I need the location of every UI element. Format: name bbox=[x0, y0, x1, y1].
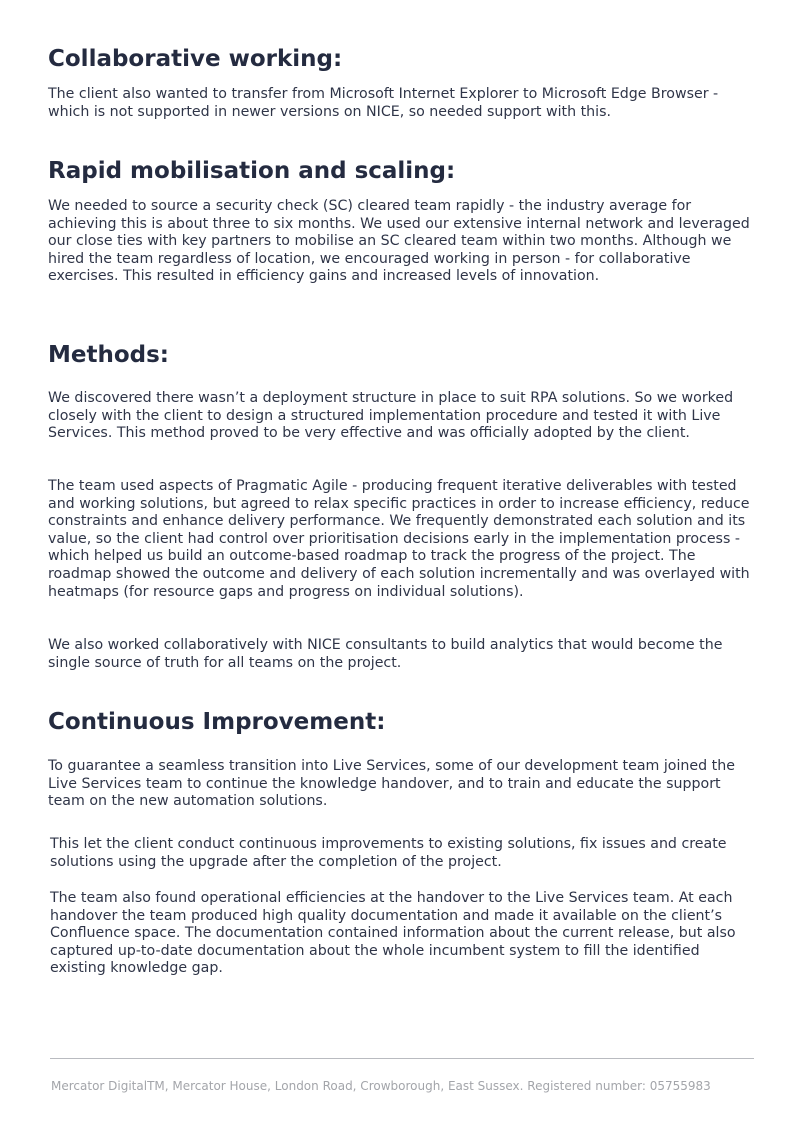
paragraph-continuous-improvement-2: This let the client conduct continuous improvements to existing solutions, fix issues and create solutions using the upgrade after the completion of the project. bbox=[50, 836, 727, 870]
paragraph-methods-3: We also worked collaboratively with NICE consultants to build analytics that would become the single source of truth for all teams on the project. bbox=[48, 637, 723, 671]
paragraph-continuous-improvement-1: To guarantee a seamless transition into Live Services, some of our development team joined the Live Services team to continue the knowledge handover, and to train and educate the support team on the new automation solutions. bbox=[48, 758, 735, 810]
heading-collaborative-working: Collaborative working: bbox=[48, 46, 343, 72]
paragraph-continuous-improvement-3: The team also found operational efficiencies at the handover to the Live Services team. At each handover the team produced high quality documentation and made it available on the client’s Confluence space. The documentation contained information about the current release, but also captured up-to-date documentation about the whole incumbent system to fill the identified existing knowledge gap. bbox=[50, 890, 736, 977]
footer-company-info: Mercator DigitalTM, Mercator House, London Road, Crowborough, East Sussex. Registered number: 05755983 bbox=[51, 1079, 711, 1093]
heading-rapid-mobilisation: Rapid mobilisation and scaling: bbox=[48, 158, 456, 184]
paragraph-methods-1: We discovered there wasn’t a deployment structure in place to suit RPA solutions. So we worked closely with the client to design a structured implementation procedure and tested it with Live Services. This method proved to be very effective and was officially adopted by the client. bbox=[48, 390, 734, 442]
footer-divider bbox=[50, 1058, 754, 1059]
paragraph-methods-2: The team used aspects of Pragmatic Agile - producing frequent iterative deliverables with tested and working solutions, but agreed to relax specific practices in order to increase efficiency, reduce constraints and enhance delivery performance. We frequently demonstrated each solution and its value, so the client had control over prioritisation decisions early in the implementation process - which helped us build an outcome-based roadmap to track the progress of the project. The roadmap showed the outcome and delivery of each solution incrementally and was overlayed with heatmaps (for resource gaps and progress on individual solutions). bbox=[48, 478, 750, 600]
paragraph-rapid-mobilisation: We needed to source a security check (SC) cleared team rapidly - the industry average for achieving this is about three to six months. We used our extensive internal network and leveraged our close ties with key partners to mobilise an SC cleared team within two months. Although we hired the team regardless of location, we encouraged working in person - for collaborative exercises. This resulted in efficiency gains and increased levels of innovation. bbox=[48, 198, 750, 285]
heading-continuous-improvement: Continuous Improvement: bbox=[48, 709, 386, 735]
paragraph-collaborative-working: The client also wanted to transfer from Microsoft Internet Explorer to Microsoft Edge Browser - which is not supported in newer versions on NICE, so needed support with this. bbox=[48, 86, 719, 120]
heading-methods: Methods: bbox=[48, 342, 170, 368]
